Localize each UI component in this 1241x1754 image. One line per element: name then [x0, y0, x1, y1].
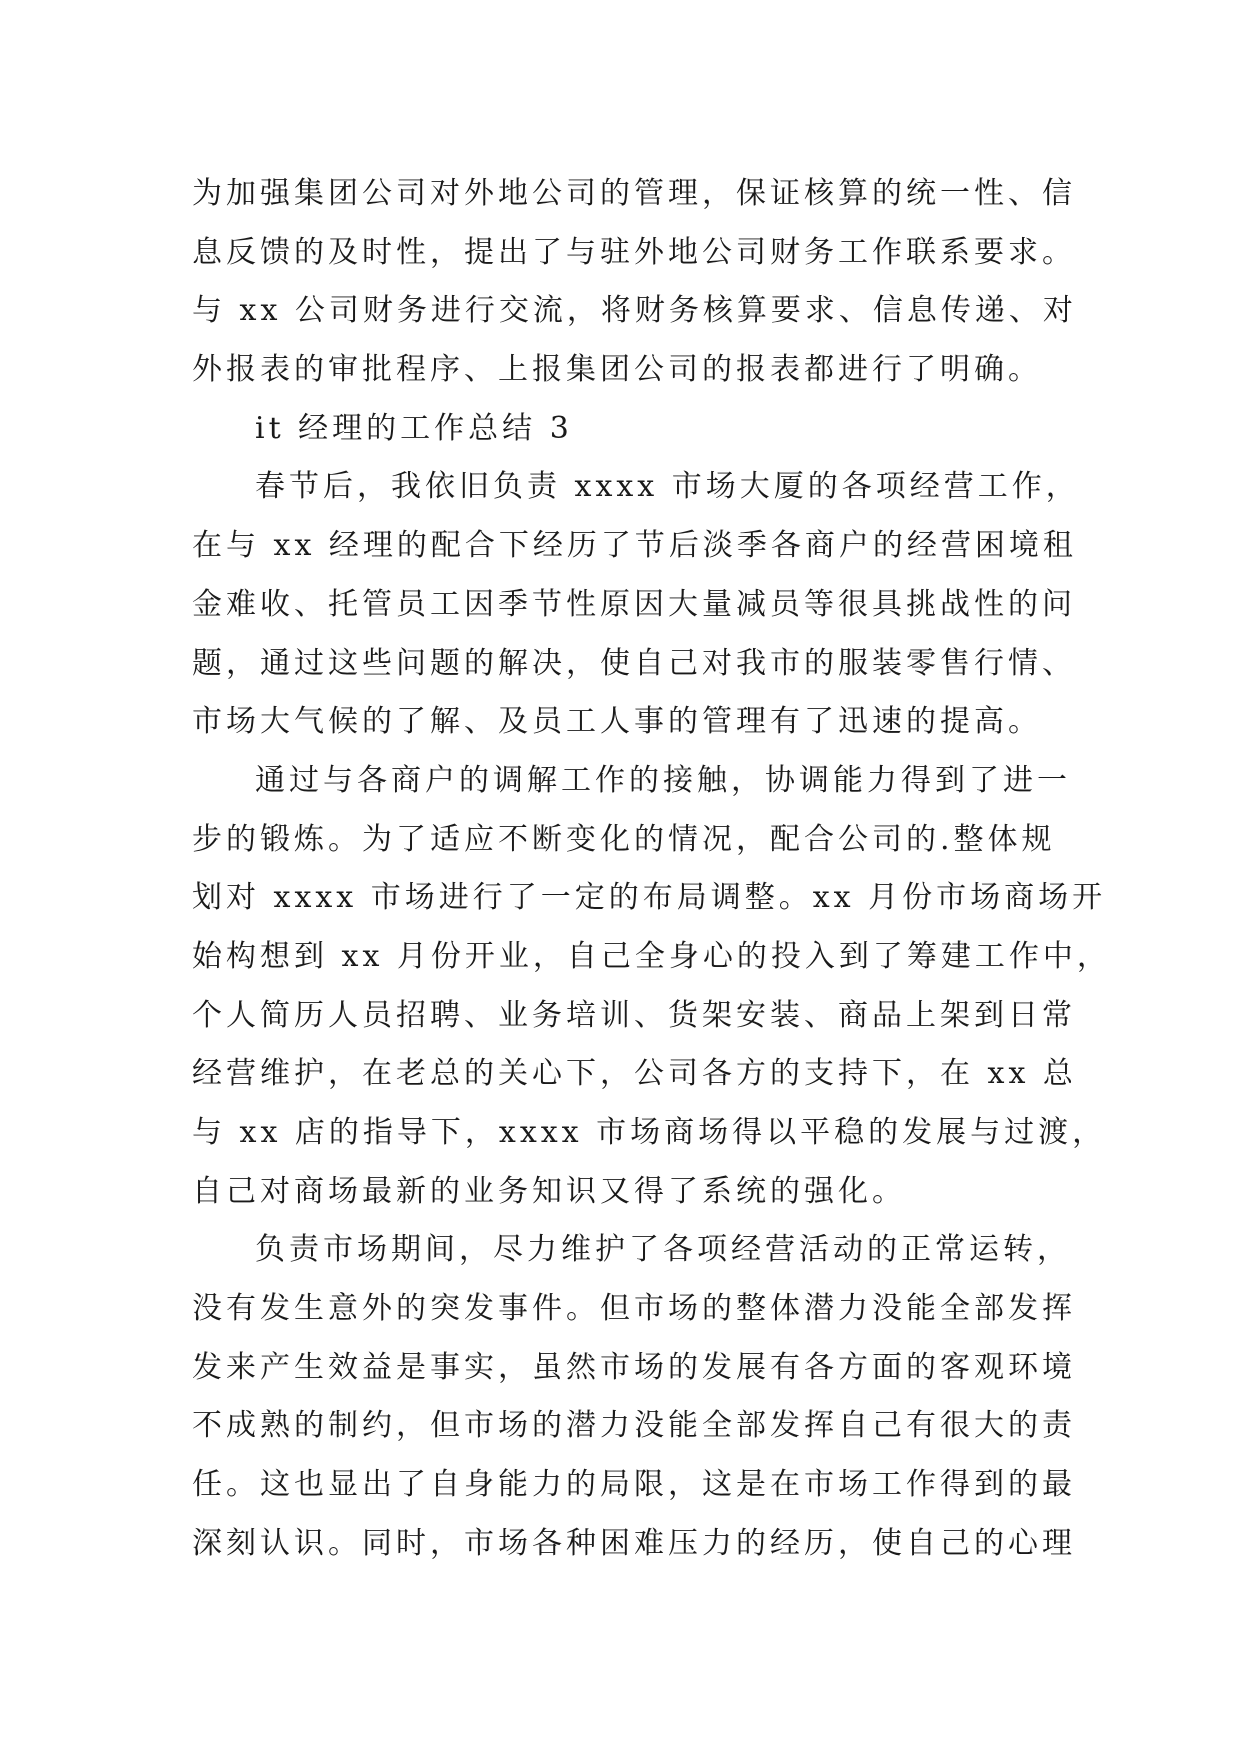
- text-line: 息反馈的及时性，提出了与驻外地公司财务工作联系要求。: [192, 234, 1076, 270]
- document-body: [192, 165, 1111, 1574]
- text-line: 在与 xx 经理的配合下经历了节后淡季各商户的经营困境租: [192, 528, 1077, 564]
- text-line: 自己对商场最新的业务知识又得了系统的强化。: [192, 1173, 906, 1209]
- text-line: 为加强集团公司对外地公司的管理，保证核算的统一性、信: [192, 176, 1076, 211]
- text-line: 经营维护，在老总的关心下，公司各方的支持下，在 xx 总: [192, 1056, 1077, 1092]
- text-line: 与 xx 店的指导下，xxxx 市场商场得以平稳的发展与过渡，: [192, 1115, 1107, 1150]
- paragraph-first-line: 负责市场期间，尽力维护了各项经营活动的正常运转，: [255, 1232, 1071, 1268]
- paragraph-first-line: 通过与各商户的调解工作的接触，协调能力得到了进一: [255, 762, 1071, 798]
- text-line: 没有发生意外的突发事件。但市场的整体潜力没能全部发挥: [192, 1291, 1076, 1327]
- paragraph-first-line: 春节后，我依旧负责 xxxx 市场大厦的各项经营工作，: [255, 469, 1080, 505]
- text-line: 金难收、托管员工因季节性原因大量减员等很具挑战性的问: [192, 586, 1076, 622]
- text-line: 步的锻炼。为了适应不断变化的情况，配合公司的.整体规: [192, 821, 1056, 857]
- text-line: 外报表的审批程序、上报集团公司的报表都进行了明确。: [192, 352, 1042, 388]
- text-line: 划对 xxxx 市场进行了一定的布局调整。xx 月份市场商场开: [192, 880, 1107, 916]
- text-line: 深刻认识。同时，市场各种困难压力的经历，使自己的心理: [192, 1525, 1076, 1561]
- text-line: 个人简历人员招聘、业务培训、货架安装、商品上架到日常: [192, 997, 1076, 1033]
- text-line: 任。这也显出了自身能力的局限，这是在市场工作得到的最: [192, 1467, 1076, 1503]
- text-line: 始构想到 xx 月份开业，自己全身心的投入到了筹建工作中，: [192, 938, 1111, 974]
- text-line: 与 xx 公司财务进行交流，将财务核算要求、信息传递、对: [192, 293, 1077, 329]
- text-line: 不成熟的制约，但市场的潜力没能全部发挥自己有很大的责: [192, 1408, 1076, 1444]
- text-line: 题，通过这些问题的解决，使自己对我市的服装零售行情、: [192, 645, 1076, 681]
- text-line: 发来产生效益是事实，虽然市场的发展有各方面的客观环境: [192, 1349, 1076, 1385]
- text-line: 市场大气候的了解、及员工人事的管理有了迅速的提高。: [192, 704, 1042, 740]
- section-heading: it 经理的工作总结 3: [255, 410, 573, 446]
